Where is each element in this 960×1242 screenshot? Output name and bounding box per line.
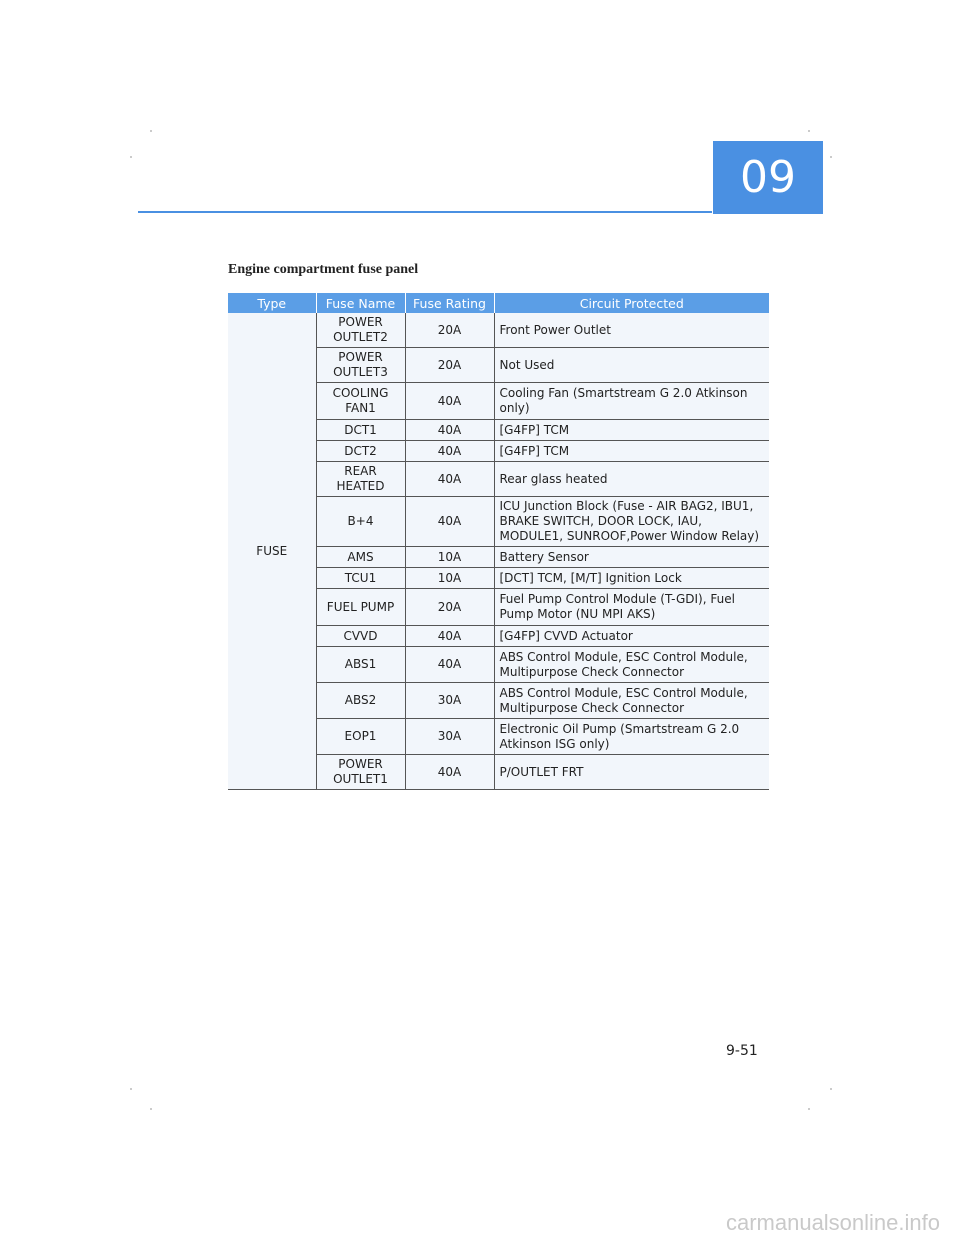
cell-circuit-protected: ICU Junction Block (Fuse - AIR BAG2, IBU1, BRAKE SWITCH, DOOR LOCK, IAU, MODULE1, SUNROOF,Power Window Relay) [494,497,769,547]
cell-fuse-rating: 40A [405,383,494,420]
header-type: Type [228,293,316,313]
cell-fuse-rating: 20A [405,348,494,383]
cell-fuse-rating: 30A [405,719,494,755]
cell-circuit-protected: Cooling Fan (Smartstream G 2.0 Atkinson only) [494,383,769,420]
cell-fuse-name: DCT2 [316,441,405,462]
cell-fuse-rating: 40A [405,420,494,441]
cell-fuse-name: AMS [316,547,405,568]
cell-fuse-name: DCT1 [316,420,405,441]
cell-fuse-name: ABS1 [316,647,405,683]
table-header-row [228,293,769,313]
cell-circuit-protected: [G4FP] TCM [494,441,769,462]
cell-fuse-name: POWER OUTLET1 [316,755,405,790]
header-fuse-rating: Fuse Rating [405,293,494,313]
crop-mark [130,156,132,158]
cell-fuse-rating: 30A [405,683,494,719]
cell-type: FUSE [228,313,316,790]
crop-mark [830,156,832,158]
crop-mark [150,1108,152,1110]
chapter-tab: 09 [713,141,823,214]
cell-circuit-protected: [DCT] TCM, [M/T] Ignition Lock [494,568,769,589]
header-fuse-name: Fuse Name [316,293,405,313]
cell-circuit-protected: P/OUTLET FRT [494,755,769,790]
cell-fuse-name: B+4 [316,497,405,547]
crop-mark [830,1088,832,1090]
crop-mark [130,1088,132,1090]
cell-circuit-protected: Fuel Pump Control Module (T-GDI), Fuel Pump Motor (NU MPI AKS) [494,589,769,626]
cell-fuse-name: POWER OUTLET2 [316,313,405,348]
cell-fuse-rating: 20A [405,589,494,626]
cell-circuit-protected: Electronic Oil Pump (Smartstream G 2.0 Atkinson ISG only) [494,719,769,755]
crop-mark [808,130,810,132]
cell-fuse-rating: 10A [405,568,494,589]
cell-fuse-name: POWER OUTLET3 [316,348,405,383]
cell-circuit-protected: [G4FP] TCM [494,420,769,441]
cell-fuse-name: REAR HEATED [316,462,405,497]
cell-fuse-rating: 40A [405,441,494,462]
cell-fuse-name: TCU1 [316,568,405,589]
section-title: Engine compartment fuse panel [228,262,419,277]
header-circuit-protected: Circuit Protected [494,293,769,313]
cell-fuse-name: ABS2 [316,683,405,719]
cell-fuse-name: EOP1 [316,719,405,755]
cell-circuit-protected: ABS Control Module, ESC Control Module, Multipurpose Check Connector [494,647,769,683]
cell-fuse-rating: 40A [405,647,494,683]
cell-fuse-name: FUEL PUMP [316,589,405,626]
cell-circuit-protected: Rear glass heated [494,462,769,497]
cell-circuit-protected: [G4FP] CVVD Actuator [494,626,769,647]
watermark: carmanualsonline.info [725,1210,940,1235]
crop-mark [808,1108,810,1110]
cell-fuse-rating: 40A [405,462,494,497]
cell-fuse-rating: 40A [405,755,494,790]
cell-fuse-rating: 40A [405,626,494,647]
table-row [228,313,769,348]
page-number: 9-51 [726,1043,758,1059]
cell-circuit-protected: Not Used [494,348,769,383]
cell-fuse-name: CVVD [316,626,405,647]
cell-fuse-name: COOLING FAN1 [316,383,405,420]
cell-circuit-protected: ABS Control Module, ESC Control Module, Multipurpose Check Connector [494,683,769,719]
cell-fuse-rating: 40A [405,497,494,547]
cell-circuit-protected: Battery Sensor [494,547,769,568]
cell-fuse-rating: 20A [405,313,494,348]
header-rule [138,211,712,213]
crop-mark [150,130,152,132]
cell-circuit-protected: Front Power Outlet [494,313,769,348]
fuse-table [228,293,769,790]
table-body [228,313,769,790]
cell-fuse-rating: 10A [405,547,494,568]
